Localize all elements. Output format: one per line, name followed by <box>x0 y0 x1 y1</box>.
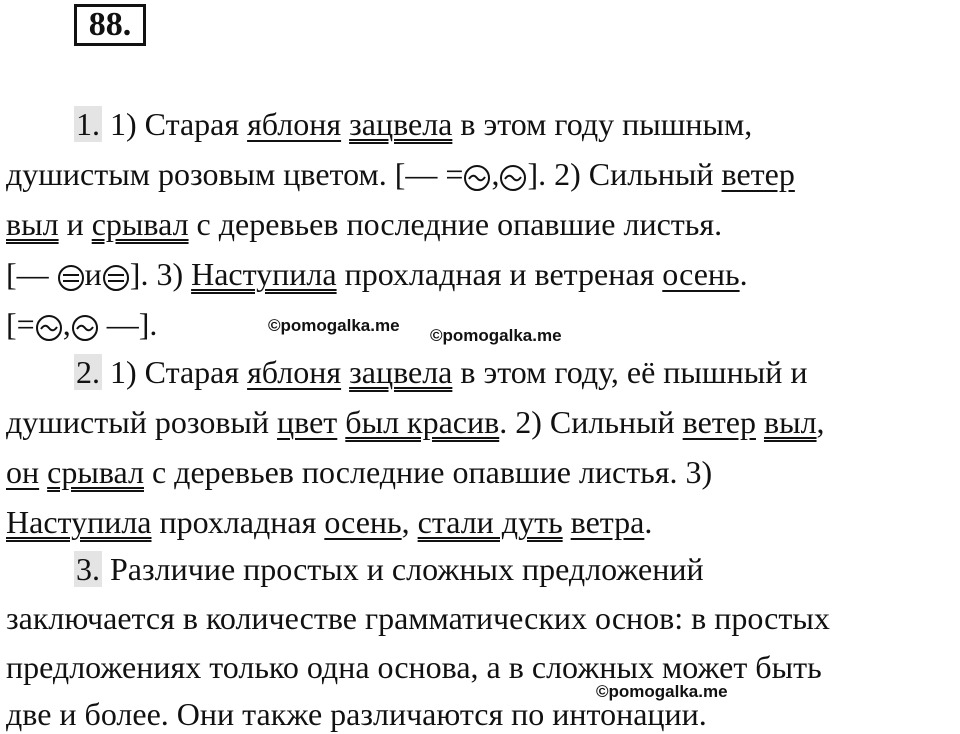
text: Различие простых и сложных предложений <box>110 551 704 587</box>
p1-line-1 <box>74 104 752 144</box>
text: в этом году пышным, <box>452 106 753 142</box>
subject-word: ветер <box>721 156 795 192</box>
p1-line-3 <box>6 204 722 244</box>
text: , <box>401 504 418 540</box>
p3-line-4 <box>6 694 707 734</box>
participle-circle-icon <box>71 314 99 342</box>
text: прохладная и ветреная <box>336 256 663 292</box>
p2-line-2 <box>6 402 825 442</box>
p2-line-3 <box>6 452 712 492</box>
predicate-word: зацвела <box>349 106 453 142</box>
subject-word: яблоня <box>247 354 342 390</box>
watermark: ©pomogalka.me <box>596 682 728 701</box>
scheme-subject-dash: — <box>16 256 49 292</box>
task-number: 88. <box>88 6 132 43</box>
text: ]. <box>138 306 158 342</box>
participle-circle-icon <box>463 164 491 192</box>
p3-line-2 <box>6 598 830 638</box>
scheme-comma: , <box>62 306 71 342</box>
text: душистый розовый <box>6 404 278 440</box>
text: заключается в количестве грамматических основ: в простых <box>6 600 830 636</box>
predicate-word: Наступила <box>6 504 152 540</box>
text: с деревьев последние опавшие листья. <box>188 206 723 242</box>
scheme-bracket: [ <box>394 156 406 192</box>
scheme-predicate-eq: = <box>445 156 464 192</box>
participle-circle-icon <box>35 314 63 342</box>
watermark: ©pomogalka.me <box>268 316 400 335</box>
predicate-word: выл <box>6 206 59 242</box>
subject-word: осень <box>324 504 402 540</box>
text: прохладная <box>151 504 325 540</box>
predicate-word: был красив <box>345 404 500 440</box>
scheme-bracket: [ <box>6 256 17 292</box>
watermark: ©pomogalka.me <box>430 326 562 345</box>
scheme-subject-dash: — <box>106 306 139 342</box>
text <box>756 404 764 440</box>
subject-word: ветра <box>570 504 645 540</box>
p1-line-2 <box>6 154 795 194</box>
predicate-word: срывал <box>47 454 144 490</box>
subject-word: он <box>6 454 40 490</box>
text: с деревьев последние опавшие листья. 3) <box>143 454 713 490</box>
text <box>341 106 349 142</box>
text <box>341 354 349 390</box>
p2-line-4 <box>6 502 652 542</box>
text: предложениях только одна основа, а в сложных может быть <box>6 649 822 685</box>
text: ]. 2) Сильный <box>527 156 722 192</box>
p2-line-1 <box>74 352 807 392</box>
task-number-box <box>74 4 146 46</box>
scheme-predicate-eq: = <box>16 306 35 342</box>
item-number: 1. <box>76 106 100 142</box>
p1-line-4 <box>6 254 748 294</box>
subject-word: цвет <box>277 404 338 440</box>
subject-word: осень <box>662 256 740 292</box>
scheme-subject-dash: — <box>405 156 438 192</box>
p1-line-5 <box>6 304 157 344</box>
item-number: 2. <box>76 354 100 390</box>
predicate-circle-icon <box>57 264 85 292</box>
participle-circle-icon <box>499 164 527 192</box>
text <box>39 454 47 490</box>
scheme-bracket: [ <box>6 306 17 342</box>
text: . <box>644 504 653 540</box>
subject-word: ветер <box>682 404 756 440</box>
text: две и более. Они также различаются по интонации. <box>6 696 707 732</box>
text: и <box>58 206 92 242</box>
predicate-word: срывал <box>91 206 189 242</box>
scheme-conjunction: и <box>84 256 102 292</box>
text: 1) Старая <box>110 354 248 390</box>
item-number: 3. <box>76 551 100 587</box>
subject-word: яблоня <box>247 106 342 142</box>
text: ]. 3) <box>129 256 192 292</box>
text: 1) Старая <box>110 106 248 142</box>
scheme-comma: , <box>491 156 500 192</box>
text: . <box>739 256 748 292</box>
p3-line-1 <box>74 549 704 589</box>
predicate-circle-icon <box>102 264 130 292</box>
p3-line-3 <box>6 647 822 687</box>
predicate-word: выл <box>763 404 817 440</box>
predicate-word: стали дуть <box>417 504 563 540</box>
predicate-word: зацвела <box>349 354 453 390</box>
text <box>563 504 571 540</box>
text: . 2) Сильный <box>499 404 683 440</box>
text: в этом году, её пышный и <box>452 354 808 390</box>
text: душистым розовым цветом. <box>6 156 395 192</box>
text: , <box>816 404 825 440</box>
predicate-word: Наступила <box>191 256 337 292</box>
